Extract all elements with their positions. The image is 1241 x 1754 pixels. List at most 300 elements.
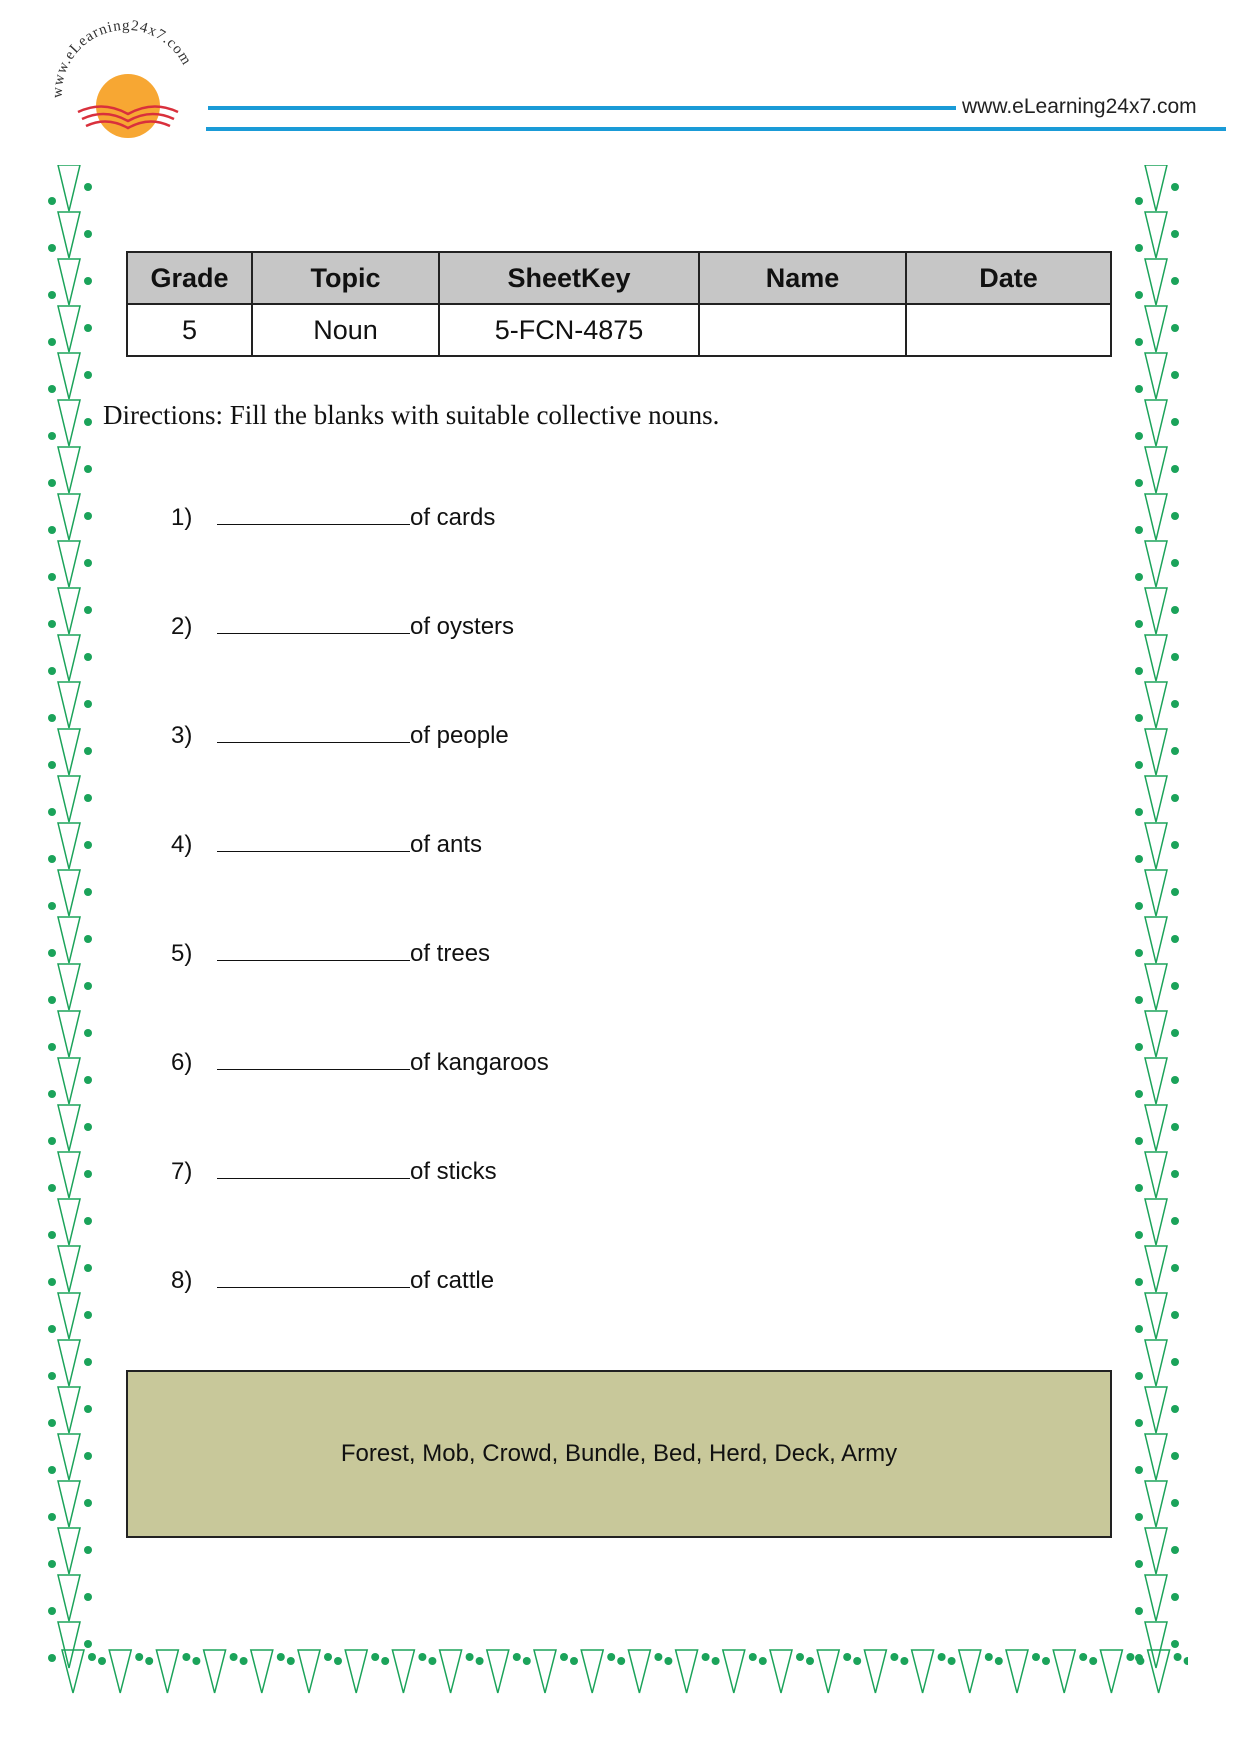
border-dot <box>1171 1170 1179 1178</box>
border-triangle <box>58 823 80 869</box>
border-dot <box>48 714 56 722</box>
border-dot <box>84 1452 92 1460</box>
border-dot <box>476 1657 484 1665</box>
answer-blank[interactable] <box>217 1156 410 1179</box>
elearning-logo <box>40 20 220 150</box>
border-dot <box>560 1653 568 1661</box>
border-dot <box>1135 667 1143 675</box>
border-dot <box>84 747 92 755</box>
border-triangle <box>58 212 80 258</box>
border-dot <box>48 244 56 252</box>
border-dot <box>1171 841 1179 849</box>
border-dot <box>84 1123 92 1131</box>
question-number: 8) <box>171 1267 193 1294</box>
border-triangle <box>581 1650 603 1693</box>
border-dot <box>84 1076 92 1084</box>
border-dot <box>84 183 92 191</box>
border-dot <box>324 1653 332 1661</box>
border-dot <box>84 277 92 285</box>
border-dot <box>48 1560 56 1568</box>
border-dot <box>84 606 92 614</box>
border-dot <box>1126 1653 1134 1661</box>
border-triangle <box>1145 682 1167 728</box>
border-dot <box>84 935 92 943</box>
border-triangle <box>392 1650 414 1693</box>
border-dot <box>48 385 56 393</box>
logo-text: www.eLearning24x7.com <box>49 20 195 99</box>
border-dot <box>48 1513 56 1521</box>
border-triangle <box>864 1650 886 1693</box>
border-triangle <box>58 353 80 399</box>
border-triangle <box>1145 917 1167 963</box>
border-dot <box>1042 1657 1050 1665</box>
decorative-border-bottom <box>48 1645 1188 1695</box>
question-4 <box>171 829 482 859</box>
border-triangle <box>1145 1152 1167 1198</box>
border-triangle <box>1145 1058 1167 1104</box>
border-dot <box>84 465 92 473</box>
border-dot <box>1135 808 1143 816</box>
border-dot <box>48 526 56 534</box>
border-dot <box>84 653 92 661</box>
border-dot <box>1174 1653 1182 1661</box>
border-triangle <box>1100 1650 1122 1693</box>
border-dot <box>1171 1499 1179 1507</box>
border-dot <box>84 1217 92 1225</box>
border-dot <box>48 1043 56 1051</box>
word-bank-text: Forest, Mob, Crowd, Bundle, Bed, Herd, Deck, Army <box>340 1440 898 1467</box>
question-text: of kangaroos <box>410 1049 549 1076</box>
border-triangle <box>1145 1011 1167 1057</box>
border-triangle <box>1145 1293 1167 1339</box>
border-dot <box>1135 949 1143 957</box>
border-triangle <box>58 1481 80 1527</box>
border-dot <box>1171 888 1179 896</box>
border-triangle <box>58 494 80 540</box>
border-triangle <box>58 259 80 305</box>
border-dot <box>88 1653 96 1661</box>
border-triangle <box>1006 1650 1028 1693</box>
border-dot <box>182 1653 190 1661</box>
border-triangle <box>58 776 80 822</box>
border-triangle <box>1145 212 1167 258</box>
question-text: of people <box>410 722 509 749</box>
border-triangle <box>58 1152 80 1198</box>
border-dot <box>1135 1607 1143 1615</box>
border-dot <box>1032 1653 1040 1661</box>
border-dot <box>1135 1513 1143 1521</box>
border-triangle <box>1145 447 1167 493</box>
border-dot <box>84 1358 92 1366</box>
border-triangle <box>109 1650 131 1693</box>
border-triangle <box>62 1650 84 1693</box>
border-triangle <box>58 1246 80 1292</box>
border-triangle <box>58 1105 80 1151</box>
border-dot <box>1135 714 1143 722</box>
border-dot <box>230 1653 238 1661</box>
border-dot <box>1171 1076 1179 1084</box>
question-number: 3) <box>171 722 193 749</box>
question-text: of trees <box>410 940 491 967</box>
border-triangle <box>58 1387 80 1433</box>
border-dot <box>712 1657 720 1665</box>
border-dot <box>48 1231 56 1239</box>
border-dot <box>48 291 56 299</box>
border-dot <box>1171 1311 1179 1319</box>
border-dot <box>145 1657 153 1665</box>
border-dot <box>48 1372 56 1380</box>
border-triangle <box>156 1650 178 1693</box>
border-triangle <box>1145 1246 1167 1292</box>
worksheet-info-table <box>126 251 1112 357</box>
border-dot <box>466 1653 474 1661</box>
border-dot <box>84 418 92 426</box>
border-triangle <box>1145 1528 1167 1574</box>
border-triangle <box>959 1650 981 1693</box>
question-number: 1) <box>171 504 193 531</box>
border-dot <box>48 620 56 628</box>
border-triangle <box>251 1650 273 1693</box>
border-dot <box>48 902 56 910</box>
border-triangle <box>1148 1650 1170 1693</box>
border-dot <box>759 1657 767 1665</box>
question-1 <box>171 502 495 532</box>
border-dot <box>1135 1278 1143 1286</box>
border-dot <box>1171 794 1179 802</box>
border-dot <box>1171 653 1179 661</box>
border-dot <box>48 1184 56 1192</box>
border-dot <box>84 1499 92 1507</box>
border-dot <box>890 1653 898 1661</box>
border-dot <box>381 1657 389 1665</box>
border-triangle <box>723 1650 745 1693</box>
border-dot <box>1171 418 1179 426</box>
border-dot <box>48 197 56 205</box>
border-dot <box>948 1657 956 1665</box>
border-dot <box>418 1653 426 1661</box>
border-dot <box>48 996 56 1004</box>
border-triangle <box>1145 1387 1167 1433</box>
question-2 <box>171 611 514 641</box>
border-dot <box>1171 1123 1179 1131</box>
border-triangle <box>58 1528 80 1574</box>
border-dot <box>796 1653 804 1661</box>
question-8 <box>171 1265 494 1295</box>
border-dot <box>1136 1657 1144 1665</box>
border-triangle <box>534 1650 556 1693</box>
border-dot <box>1135 1466 1143 1474</box>
border-dot <box>1171 1546 1179 1554</box>
border-dot <box>48 1137 56 1145</box>
decorative-border-right <box>1135 165 1187 1695</box>
border-dot <box>1135 1090 1143 1098</box>
border-dot <box>48 1278 56 1286</box>
border-dot <box>1135 996 1143 1004</box>
border-dot <box>84 512 92 520</box>
border-dot <box>48 1419 56 1427</box>
info-header-row <box>127 252 1111 304</box>
border-dot <box>1171 982 1179 990</box>
border-dot <box>995 1657 1003 1665</box>
border-dot <box>48 1090 56 1098</box>
border-dot <box>806 1657 814 1665</box>
border-triangle <box>58 165 80 211</box>
header-date: Date <box>906 252 1111 304</box>
border-dot <box>702 1653 710 1661</box>
border-dot <box>84 794 92 802</box>
question-3 <box>171 720 509 750</box>
border-dot <box>48 855 56 863</box>
header-grade: Grade <box>127 252 252 304</box>
question-number: 4) <box>171 831 193 858</box>
border-dot <box>1135 244 1143 252</box>
border-triangle <box>58 1058 80 1104</box>
border-triangle <box>58 588 80 634</box>
border-triangle <box>58 1293 80 1339</box>
border-triangle <box>1145 964 1167 1010</box>
word-bank-box <box>126 1370 1112 1538</box>
border-triangle <box>58 1434 80 1480</box>
border-triangle <box>1145 1434 1167 1480</box>
border-triangle <box>58 729 80 775</box>
border-dot <box>48 949 56 957</box>
border-dot <box>48 432 56 440</box>
border-triangle <box>1145 494 1167 540</box>
border-dot <box>1171 1593 1179 1601</box>
header-topic: Topic <box>252 252 439 304</box>
border-dot <box>1171 1217 1179 1225</box>
border-dot <box>1135 1419 1143 1427</box>
border-dot <box>1135 1325 1143 1333</box>
border-dot <box>334 1657 342 1665</box>
border-dot <box>1171 747 1179 755</box>
border-dot <box>523 1657 531 1665</box>
answer-blank[interactable] <box>217 829 410 852</box>
header-name: Name <box>699 252 906 304</box>
border-triangle <box>1145 870 1167 916</box>
border-dot <box>48 667 56 675</box>
border-dot <box>1135 1137 1143 1145</box>
border-triangle <box>298 1650 320 1693</box>
border-dot <box>84 841 92 849</box>
answer-blank[interactable] <box>217 1047 410 1070</box>
border-dot <box>1089 1657 1097 1665</box>
border-dot <box>1171 183 1179 191</box>
border-triangle <box>58 964 80 1010</box>
border-triangle <box>1145 729 1167 775</box>
border-triangle <box>58 870 80 916</box>
border-dot <box>84 1311 92 1319</box>
border-dot <box>48 761 56 769</box>
border-dot <box>1171 700 1179 708</box>
value-sheetkey: 5-FCN-4875 <box>439 304 699 356</box>
border-triangle <box>1145 259 1167 305</box>
border-dot <box>1171 606 1179 614</box>
border-dot <box>84 1264 92 1272</box>
border-triangle <box>204 1650 226 1693</box>
answer-blank[interactable] <box>217 502 410 525</box>
border-triangle <box>58 1340 80 1386</box>
border-dot <box>84 1593 92 1601</box>
border-triangle <box>1145 1575 1167 1621</box>
border-triangle <box>1145 541 1167 587</box>
border-dot <box>48 1325 56 1333</box>
border-triangle <box>676 1650 698 1693</box>
border-dot <box>135 1653 143 1661</box>
border-triangle <box>1145 1481 1167 1527</box>
border-dot <box>654 1653 662 1661</box>
border-dot <box>1135 902 1143 910</box>
border-dot <box>48 479 56 487</box>
border-dot <box>985 1653 993 1661</box>
border-dot <box>371 1653 379 1661</box>
border-triangle <box>1145 1340 1167 1386</box>
answer-blank[interactable] <box>217 611 410 634</box>
border-dot <box>900 1657 908 1665</box>
border-dot <box>664 1657 672 1665</box>
border-triangle <box>912 1650 934 1693</box>
border-dot <box>513 1653 521 1661</box>
border-dot <box>1135 197 1143 205</box>
border-dot <box>84 1170 92 1178</box>
border-triangle <box>1145 306 1167 352</box>
border-dot <box>1184 1657 1188 1665</box>
border-dot <box>1171 1452 1179 1460</box>
border-dot <box>1135 479 1143 487</box>
border-dot <box>84 559 92 567</box>
question-number: 6) <box>171 1049 193 1076</box>
border-dot <box>1171 512 1179 520</box>
border-dot <box>1135 1231 1143 1239</box>
answer-blank[interactable] <box>217 1265 410 1288</box>
answer-blank[interactable] <box>217 938 410 961</box>
border-triangle <box>58 447 80 493</box>
border-triangle <box>1145 1199 1167 1245</box>
border-dot <box>48 338 56 346</box>
border-triangle <box>1145 635 1167 681</box>
border-triangle <box>770 1650 792 1693</box>
answer-blank[interactable] <box>217 720 410 743</box>
border-triangle <box>628 1650 650 1693</box>
question-number: 2) <box>171 613 193 640</box>
border-triangle <box>1145 1105 1167 1151</box>
border-triangle <box>58 1199 80 1245</box>
border-dot <box>48 573 56 581</box>
border-triangle <box>58 917 80 963</box>
border-triangle <box>58 682 80 728</box>
question-7 <box>171 1156 497 1186</box>
border-triangle <box>487 1650 509 1693</box>
border-triangle <box>1053 1650 1075 1693</box>
value-date-field[interactable] <box>906 304 1111 356</box>
border-dot <box>84 888 92 896</box>
border-triangle <box>1145 165 1167 211</box>
border-triangle <box>58 306 80 352</box>
header-sheetkey: SheetKey <box>439 252 699 304</box>
question-number: 7) <box>171 1158 193 1185</box>
border-dot <box>1135 1184 1143 1192</box>
border-dot <box>853 1657 861 1665</box>
border-dot <box>84 324 92 332</box>
border-dot <box>1171 465 1179 473</box>
border-dot <box>84 982 92 990</box>
border-dot <box>1135 432 1143 440</box>
border-triangle <box>58 1575 80 1621</box>
header-rule-bottom <box>206 127 1226 131</box>
border-dot <box>48 1466 56 1474</box>
border-dot <box>1171 559 1179 567</box>
question-text: of sticks <box>410 1158 497 1185</box>
border-dot <box>1171 1358 1179 1366</box>
value-grade: 5 <box>127 304 252 356</box>
border-triangle <box>58 400 80 446</box>
border-dot <box>84 1029 92 1037</box>
decorative-border-left <box>48 165 100 1695</box>
question-text: of cattle <box>410 1267 495 1294</box>
border-triangle <box>1145 353 1167 399</box>
border-dot <box>84 1405 92 1413</box>
question-text: of ants <box>410 831 483 858</box>
border-dot <box>48 1607 56 1615</box>
directions-text: Directions: Fill the blanks with suitable collective nouns. <box>103 400 720 430</box>
border-dot <box>98 1657 106 1665</box>
header-rule-top <box>208 106 956 110</box>
border-dot <box>1135 855 1143 863</box>
border-dot <box>84 700 92 708</box>
border-dot <box>1135 526 1143 534</box>
border-dot <box>84 371 92 379</box>
question-text: of oysters <box>410 613 515 640</box>
border-dot <box>1135 1043 1143 1051</box>
question-5 <box>171 938 490 968</box>
border-dot <box>617 1657 625 1665</box>
border-dot <box>428 1657 436 1665</box>
question-6 <box>171 1047 549 1077</box>
border-dot <box>84 230 92 238</box>
border-triangle <box>440 1650 462 1693</box>
border-dot <box>277 1653 285 1661</box>
border-dot <box>1135 1560 1143 1568</box>
border-dot <box>1135 338 1143 346</box>
border-dot <box>1171 1405 1179 1413</box>
border-dot <box>1135 1372 1143 1380</box>
border-dot <box>1171 324 1179 332</box>
border-dot <box>1171 1029 1179 1037</box>
border-triangle <box>1145 588 1167 634</box>
border-dot <box>1171 371 1179 379</box>
border-dot <box>1135 385 1143 393</box>
border-dot <box>1171 1264 1179 1272</box>
border-dot <box>607 1653 615 1661</box>
border-dot <box>1135 620 1143 628</box>
site-url[interactable]: www.eLearning24x7.com <box>962 95 1197 118</box>
value-name-field[interactable] <box>699 304 906 356</box>
border-dot <box>1171 935 1179 943</box>
value-topic: Noun <box>252 304 439 356</box>
border-dot <box>1171 230 1179 238</box>
border-dot <box>843 1653 851 1661</box>
border-dot <box>749 1653 757 1661</box>
border-triangle <box>1145 823 1167 869</box>
border-triangle <box>58 541 80 587</box>
info-value-row <box>127 304 1111 356</box>
border-dot <box>1135 761 1143 769</box>
border-triangle <box>345 1650 367 1693</box>
border-dot <box>938 1653 946 1661</box>
border-dot <box>1171 277 1179 285</box>
border-triangle <box>58 635 80 681</box>
border-dot <box>1079 1653 1087 1661</box>
